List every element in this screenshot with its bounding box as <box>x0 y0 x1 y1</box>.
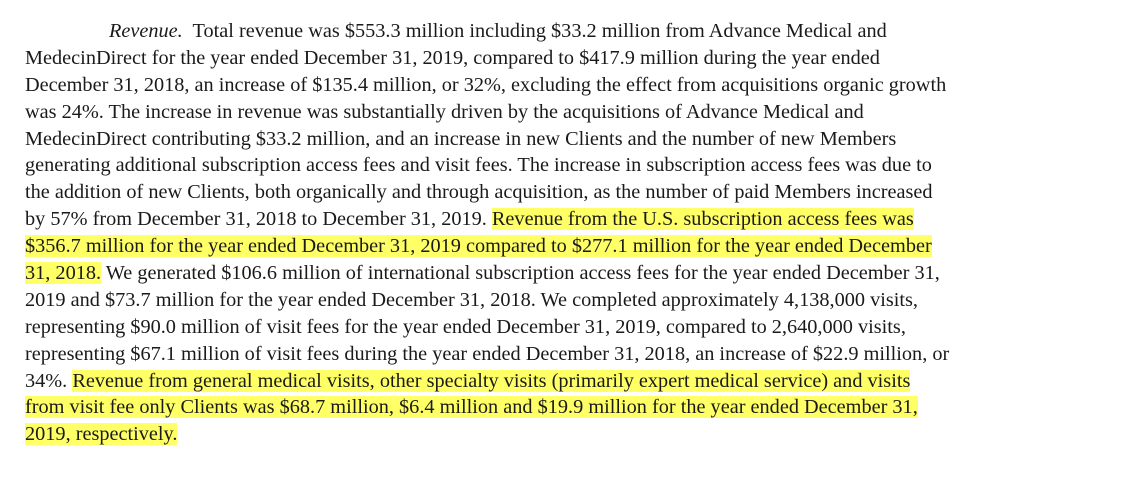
paragraph-line-1 <box>25 18 1097 45</box>
paragraph-line-12: representing $90.0 million of visit fees for the year ended December 31, 2019, compared to 2,640,000 visits, <box>25 315 906 338</box>
paragraph-line-11: 2019 and $73.7 million for the year ended December 31, 2018. We completed approximately 4,138,000 visits, <box>25 288 918 311</box>
highlighted-text: 2019, respectively. <box>25 423 178 446</box>
line-text: Total revenue was $553.3 million including $33.2 million from Advance Medical and <box>192 20 887 42</box>
paragraph-line-13: representing $67.1 million of visit fees during the year ended December 31, 2018, an increase of $22.9 million, or <box>25 342 950 365</box>
line-text: by 57% from December 31, 2018 to December 31, 2019. <box>25 208 492 231</box>
paragraph-line-4: was 24%. The increase in revenue was substantially driven by the acquisitions of Advance Medical and <box>25 100 864 123</box>
paragraph-line-14 <box>25 368 1097 395</box>
paragraph-caption: Revenue. <box>109 20 183 42</box>
paragraph-line-8 <box>25 206 1097 233</box>
paragraph-line-9 <box>25 233 1097 260</box>
highlighted-text: 31, 2018. <box>25 262 102 285</box>
paragraph-line-6: generating additional subscription access fees and visit fees. The increase in subscription access fees was due to <box>25 154 932 177</box>
paragraph-line-3: December 31, 2018, an increase of $135.4 million, or 32%, excluding the effect from acquisitions organic growth <box>25 73 947 96</box>
line-text: 34%. <box>25 369 73 392</box>
line-text: We generated $106.6 million of international subscription access fees for the year ended December 31, <box>101 262 940 285</box>
highlighted-text: Revenue from general medical visits, other specialty visits (primarily expert medical service) and visits <box>72 369 911 392</box>
paragraph-line-15 <box>25 394 1097 421</box>
highlighted-text: Revenue from the U.S. subscription access fees was <box>491 208 914 231</box>
highlighted-text: from visit fee only Clients was $68.7 million, $6.4 million and $19.9 million for the year ended December 31, <box>25 396 918 419</box>
paragraph-line-2: MedecinDirect for the year ended December 31, 2019, compared to $417.9 million during the year ended <box>25 46 880 69</box>
paragraph-line-5: MedecinDirect contributing $33.2 million, and an increase in new Clients and the number of new Members <box>25 127 897 150</box>
paragraph-line-16 <box>25 421 1097 448</box>
paragraph-line-10 <box>25 260 1097 287</box>
revenue-paragraph <box>25 18 1097 448</box>
paragraph-line-7: the addition of new Clients, both organically and through acquisition, as the number of paid Members increased <box>25 181 933 204</box>
highlighted-text: $356.7 million for the year ended December 31, 2019 compared to $277.1 million for the year ended December <box>25 235 932 258</box>
